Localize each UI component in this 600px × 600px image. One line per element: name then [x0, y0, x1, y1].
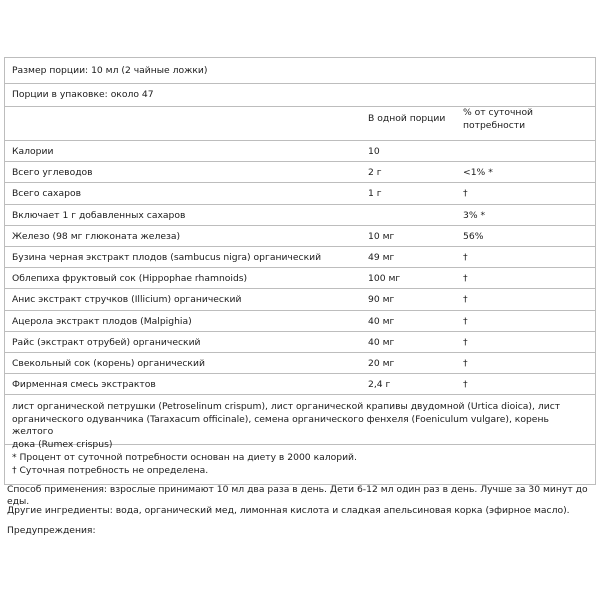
nutrient-amount: 2 г [368, 167, 382, 179]
nutrient-name: Фирменная смесь экстрактов [12, 379, 156, 391]
nutrient-name: Всего углеводов [12, 167, 93, 179]
not-established-footnote: † Суточная потребность не определена. [12, 464, 209, 476]
footnotes [5, 445, 595, 485]
nutrient-daily-value: † [463, 336, 468, 348]
table-row [5, 183, 595, 204]
table-row [5, 332, 595, 353]
daily-value-header: % от суточной потребности [463, 107, 534, 131]
nutrient-amount: 40 мг [368, 315, 395, 327]
nutrient-amount: 2,4 г [368, 379, 391, 391]
table-row [5, 162, 595, 183]
nutrient-name: Райс (экстракт отрубей) органический [12, 336, 201, 348]
table-row [5, 289, 595, 310]
nutrient-amount: 20 мг [368, 357, 395, 369]
table-row [5, 268, 595, 289]
nutrient-name: Анис экстракт стручков (Illicium) органический [12, 294, 242, 306]
nutrient-daily-value: † [463, 251, 468, 263]
per-serving-header: В одной порции [368, 113, 446, 124]
serving-size-row [5, 58, 595, 84]
nutrient-name: Бузина черная экстракт плодов (sambucus nigra) органический [12, 251, 322, 263]
table-row [5, 311, 595, 332]
nutrient-rows [5, 141, 595, 395]
nutrient-amount: 10 [368, 146, 380, 157]
table-row [5, 374, 595, 395]
nutrient-amount: 40 мг [368, 336, 395, 348]
nutrient-daily-value: † [463, 294, 468, 306]
supplement-facts-panel [4, 57, 596, 485]
nutrient-name: Включает 1 г добавленных сахаров [12, 209, 186, 221]
nutrient-name: Железо (98 мг глюконата железа) [12, 230, 181, 242]
table-row [5, 247, 595, 268]
table-row [5, 226, 595, 247]
table-header-row [5, 107, 595, 141]
servings-per-container: Порции в упаковке: около 47 [12, 89, 154, 100]
daily-value-footnote: * Процент от суточной потребности основан на диету в 2000 калорий. [12, 452, 357, 464]
nutrient-amount: 1 г [368, 188, 382, 200]
nutrient-name: Облепиха фруктовый сок (Hippophae rhamnoids) [12, 273, 248, 285]
warnings: Предупреждения: [7, 525, 96, 536]
table-row [5, 141, 595, 162]
nutrient-daily-value: † [463, 379, 468, 391]
nutrient-daily-value: 3% * [463, 209, 486, 221]
nutrient-amount: 10 мг [368, 230, 395, 242]
other-ingredients: Другие ингредиенты: вода, органический мед, лимонная кислота и сладкая апельсиновая корка (эфирное масло). [7, 505, 570, 516]
nutrient-name: Всего сахаров [12, 188, 81, 200]
usage-directions: Способ применения: взрослые принимают 10 мл два раза в день. Дети 6-12 мл один раз в день. Лучше за 30 минут до еды. [7, 484, 588, 507]
nutrient-daily-value: † [463, 188, 468, 200]
nutrient-daily-value: † [463, 273, 468, 285]
servings-per-container-row [5, 84, 595, 107]
nutrient-name: Свекольный сок (корень) органический [12, 357, 205, 369]
nutrient-amount: 90 мг [368, 294, 395, 306]
nutrient-name: Ацерола экстракт плодов (Malpighia) [12, 315, 192, 327]
nutrient-daily-value: † [463, 357, 468, 369]
nutrient-daily-value: 56% [463, 230, 484, 242]
nutrient-daily-value: <1% * [463, 167, 493, 179]
nutrient-amount: 100 мг [368, 273, 401, 285]
nutrient-amount: 49 мг [368, 251, 395, 263]
nutrient-daily-value: † [463, 315, 468, 327]
table-row [5, 353, 595, 374]
nutrient-name: Калории [12, 146, 54, 157]
proprietary-blend-ingredients: лист органической петрушки (Petroselinum crispum), лист органической крапивы двудомной (Urtica dioica), лист органического одуванчика (Taraxacum officinale), семена органического фенхеля (Foeniculum vulgare), корень желтого дока (Rumex crispus) [5, 395, 595, 445]
table-row [5, 205, 595, 226]
serving-size: Размер порции: 10 мл (2 чайные ложки) [12, 65, 208, 76]
